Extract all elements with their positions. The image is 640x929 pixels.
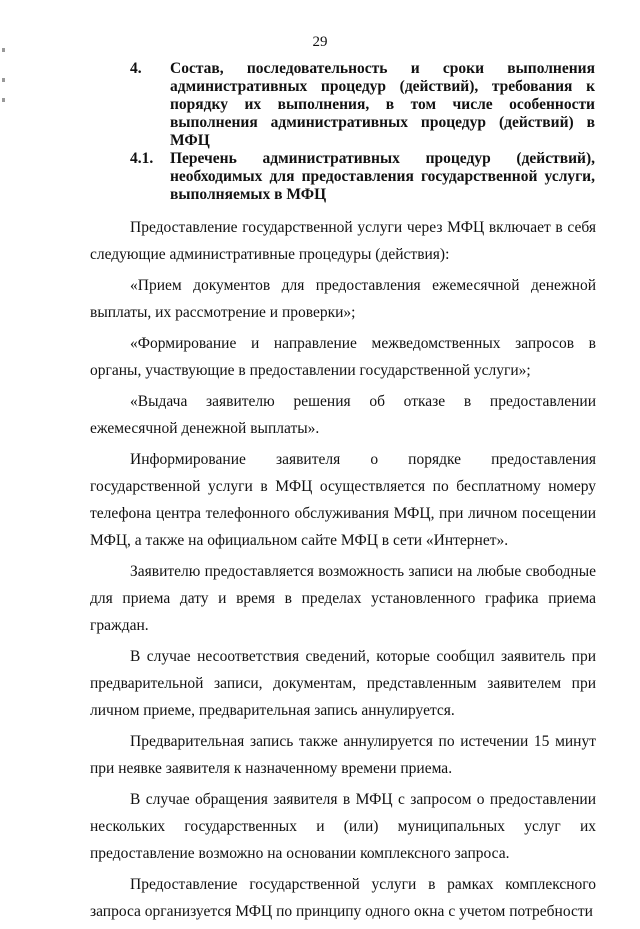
- paragraph: Заявителю предоставляется возможность записи на любые свободные для приема дату и время в пределах установленного графика приема граждан.: [90, 563, 596, 634]
- section-4-heading: [130, 60, 595, 150]
- section-4-1-number: 4.1.: [130, 150, 154, 167]
- section-4-title: Состав, последовательность и сроки выполнения административных процедур (действий), требования к порядку их выполнения, в том числе особенности выполнения административных процедур (действий) в МФЦ: [170, 60, 595, 149]
- paragraph: «Формирование и направление межведомственных запросов в органы, участвующие в предоставлении государственной услуги»;: [90, 335, 596, 379]
- paragraph: В случае несоответствия сведений, которые сообщил заявитель при предварительной записи, документам, представленным заявителем при личном приеме, предварительная запись аннулируется.: [90, 648, 596, 719]
- section-4-number: 4.: [130, 60, 142, 77]
- section-4-1-title: Перечень административных процедур (действий), необходимых для предоставления государственной услуги, выполняемых в МФЦ: [170, 150, 595, 203]
- scan-mark: [2, 98, 5, 102]
- section-4-1-heading: [130, 150, 595, 204]
- paragraph: Предварительная запись также аннулируется по истечении 15 минут при неявке заявителя к назначенному времени приема.: [90, 733, 596, 777]
- paragraph: «Прием документов для предоставления ежемесячной денежной выплаты, их рассмотрение и проверки»;: [90, 277, 596, 321]
- scan-mark: [2, 48, 5, 52]
- scan-mark: [2, 78, 5, 82]
- paragraph: «Выдача заявителю решения об отказе в предоставлении ежемесячной денежной выплаты».: [90, 393, 596, 437]
- paragraph: В случае обращения заявителя в МФЦ с запросом о предоставлении нескольких государственных и (или) муниципальных услуг их предоставление возможно на основании комплексного запроса.: [90, 791, 596, 862]
- paragraph: Предоставление государственной услуги через МФЦ включает в себя следующие административные процедуры (действия):: [90, 219, 596, 263]
- document-body: [90, 214, 596, 929]
- paragraph: Информирование заявителя о порядке предоставления государственной услуги в МФЦ осуществляется по бесплатному номеру телефона центра телефонного обслуживания МФЦ, при личном посещении МФЦ, а также на официальном сайте МФЦ в сети «Интернет».: [90, 451, 596, 549]
- paragraph: Предоставление государственной услуги в рамках комплексного запроса организуется МФЦ по принципу одного окна с учетом потребности: [90, 876, 596, 920]
- page-number: 29: [312, 34, 328, 50]
